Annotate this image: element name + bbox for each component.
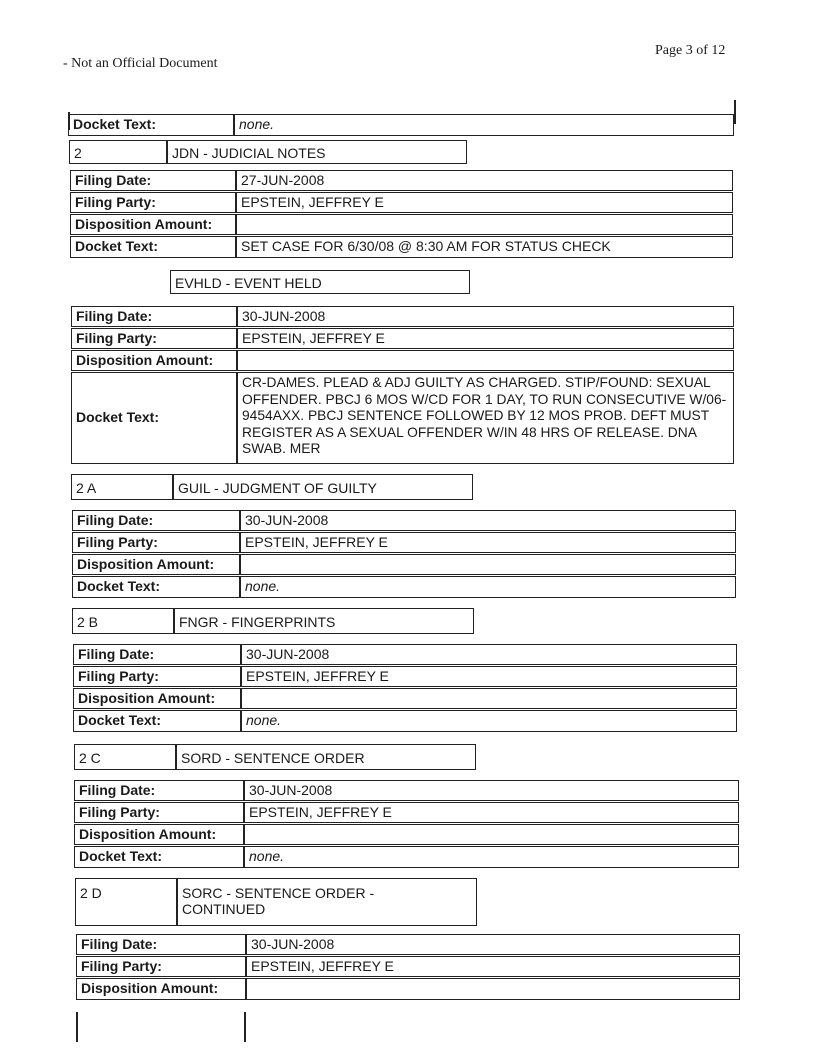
table-row — [72, 554, 736, 575]
page-number: Page 3 of 12 — [655, 43, 726, 58]
docket-text-label: Docket Text: — [70, 236, 236, 258]
disposition-amount-label: Disposition Amount: — [72, 554, 240, 575]
disposition-amount-label: Disposition Amount: — [76, 978, 246, 1000]
filing-party-value: EPSTEIN, JEFFREY E — [236, 192, 733, 213]
filing-date-label: Filing Date: — [70, 170, 236, 191]
filing-date-value: 30-JUN-2008 — [240, 510, 736, 531]
filing-party-value: EPSTEIN, JEFFREY E — [237, 328, 734, 349]
filing-party-label: Filing Party: — [73, 666, 241, 687]
disposition-amount-value — [244, 824, 739, 845]
docket-text-label: Docket Text: — [72, 576, 240, 598]
entry-number: 2 C — [74, 744, 176, 770]
disposition-amount-label: Disposition Amount: — [74, 824, 244, 845]
filing-date-label: Filing Date: — [74, 780, 244, 801]
entry-header — [75, 878, 477, 926]
table-rule — [244, 1012, 246, 1042]
table-row — [73, 710, 737, 732]
entry-code: SORC - SENTENCE ORDER - CONTINUED — [177, 878, 477, 926]
table-row — [71, 350, 734, 371]
disposition-amount-value — [240, 554, 736, 575]
entry-header — [69, 140, 467, 164]
filing-date-label: Filing Date: — [76, 934, 246, 955]
filing-date-label: Filing Date: — [71, 306, 237, 327]
entry-header — [72, 608, 474, 634]
filing-party-label: Filing Party: — [74, 802, 244, 823]
table-row — [74, 780, 739, 801]
table-row — [70, 170, 733, 191]
entry-header — [170, 270, 470, 294]
table-row — [71, 328, 734, 349]
filing-party-value: EPSTEIN, JEFFREY E — [244, 802, 739, 823]
table-row — [72, 510, 736, 531]
filing-date-value: 30-JUN-2008 — [241, 644, 737, 665]
filing-party-value: EPSTEIN, JEFFREY E — [241, 666, 737, 687]
table-row — [68, 114, 734, 136]
disposition-amount-value — [236, 214, 733, 235]
table-row — [76, 978, 740, 1000]
table-row — [72, 532, 736, 553]
disposition-amount-value — [246, 978, 740, 1000]
docket-text-label: Docket Text: — [74, 846, 244, 868]
docket-text-value: none. — [240, 576, 736, 598]
table-row — [76, 956, 740, 977]
disposition-amount-value — [237, 350, 734, 371]
filing-party-value: EPSTEIN, JEFFREY E — [246, 956, 740, 977]
docket-table — [66, 112, 738, 1052]
table-row — [76, 934, 740, 955]
entry-code: FNGR - FINGERPRINTS — [174, 608, 474, 634]
filing-party-label: Filing Party: — [70, 192, 236, 213]
entry-number: 2 B — [72, 608, 174, 634]
entry-code: JDN - JUDICIAL NOTES — [167, 140, 467, 164]
docket-text-label: Docket Text: — [68, 114, 234, 136]
docket-text-value: none. — [244, 846, 739, 868]
table-row — [74, 846, 739, 868]
docket-text-label: Docket Text: — [73, 710, 241, 732]
filing-date-value: 30-JUN-2008 — [246, 934, 740, 955]
table-row — [70, 192, 733, 213]
table-row — [74, 802, 739, 823]
table-row — [71, 372, 734, 464]
table-row — [71, 306, 734, 327]
disposition-amount-value — [241, 688, 737, 709]
disposition-amount-label: Disposition Amount: — [70, 214, 236, 235]
docket-text-value: none. — [241, 710, 737, 732]
table-row — [74, 824, 739, 845]
entry-code: GUIL - JUDGMENT OF GUILTY — [173, 474, 473, 500]
entry-code: SORD - SENTENCE ORDER — [176, 744, 476, 770]
table-row — [73, 644, 737, 665]
filing-party-label: Filing Party: — [76, 956, 246, 977]
disposition-amount-label: Disposition Amount: — [71, 350, 237, 371]
filing-party-label: Filing Party: — [71, 328, 237, 349]
filing-date-label: Filing Date: — [73, 644, 241, 665]
document-note: - Not an Official Document — [63, 56, 218, 71]
entry-number: 2 — [69, 140, 167, 164]
table-row — [70, 236, 733, 258]
table-rule — [734, 100, 736, 124]
docket-text-value: CR-DAMES. PLEAD & ADJ GUILTY AS CHARGED. STIP/FOUND: SEXUAL OFFENDER. PBCJ 6 MOS W/CD FOR 1 DAY, TO RUN CONSECUTIVE W/06-9454AXX. PBCJ SENTENCE FOLLOWED BY 12 MOS PROB. DEFT MUST REGISTER AS A SEXUAL OFFENDER W/IN 48 HRS OF RELEASE. DNA SWAB. MER — [237, 372, 734, 464]
entry-number: 2 D — [75, 878, 177, 926]
filing-party-label: Filing Party: — [72, 532, 240, 553]
table-row — [73, 666, 737, 687]
table-rule — [76, 1012, 78, 1042]
table-row — [70, 214, 733, 235]
docket-text-value: SET CASE FOR 6/30/08 @ 8:30 AM FOR STATUS CHECK — [236, 236, 733, 258]
table-row — [72, 576, 736, 598]
filing-date-value: 30-JUN-2008 — [244, 780, 739, 801]
entry-code: EVHLD - EVENT HELD — [170, 270, 470, 294]
table-row — [73, 688, 737, 709]
disposition-amount-label: Disposition Amount: — [73, 688, 241, 709]
filing-date-value: 30-JUN-2008 — [237, 306, 734, 327]
entry-number: 2 A — [71, 474, 173, 500]
entry-header — [74, 744, 476, 770]
filing-party-value: EPSTEIN, JEFFREY E — [240, 532, 736, 553]
docket-text-label: Docket Text: — [71, 372, 237, 464]
filing-date-value: 27-JUN-2008 — [236, 170, 733, 191]
entry-header — [71, 474, 473, 500]
docket-text-value: none. — [234, 114, 734, 136]
filing-date-label: Filing Date: — [72, 510, 240, 531]
